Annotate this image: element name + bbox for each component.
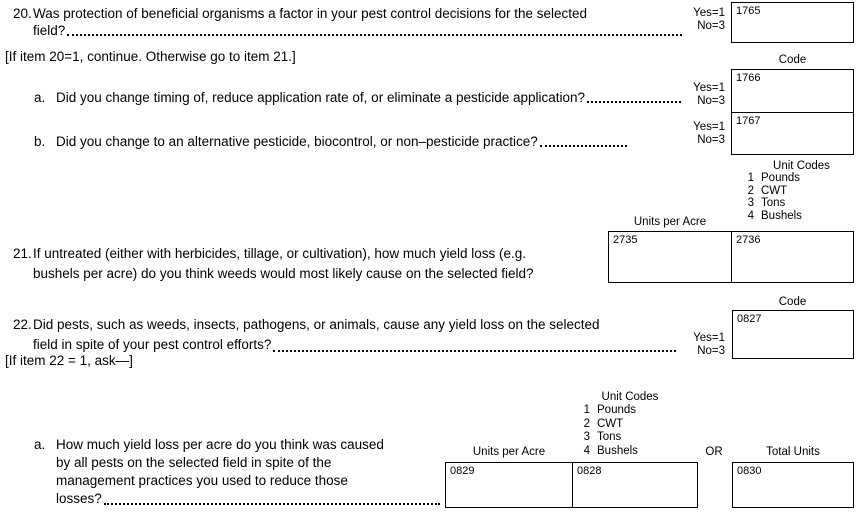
cell-code: 1765	[736, 5, 761, 17]
unit-codes-list-item22a	[580, 404, 638, 458]
unit-codes-list-item21	[744, 172, 802, 222]
dotted-leader	[104, 503, 440, 505]
cell-code: 0827	[737, 313, 762, 325]
no-code-label: No=3	[697, 19, 725, 32]
or-label: OR	[705, 446, 723, 458]
dotted-leader	[540, 145, 627, 147]
question-22a-line4: losses?	[34, 490, 441, 508]
question-20-line2: field?	[13, 22, 683, 39]
item20b-response-box[interactable]	[731, 112, 854, 155]
item22a-total-units-box[interactable]	[732, 462, 854, 508]
cell-code: 0828	[577, 465, 602, 477]
cell-code: 1767	[736, 115, 761, 127]
no-code-label: No=3	[697, 133, 725, 146]
unit-codes-title: Unit Codes	[601, 391, 659, 403]
skip-note-item22: [If item 22 = 1, ask—]	[5, 353, 133, 368]
item20-response-box[interactable]	[731, 2, 854, 43]
question-20a-text: Did you change timing of, reduce application rate of, or eliminate a pesticide application?	[56, 90, 586, 105]
unit-code-row: 3 Tons	[583, 431, 622, 443]
dotted-leader	[273, 350, 676, 352]
question-22a-line1: a. How much yield loss per acre do you think was caused	[34, 437, 384, 452]
question-20-yesno-legend	[682, 7, 725, 32]
unit-code-row: 4 Bushels	[583, 444, 638, 457]
question-20b-text: Did you change to an alternative pesticide, biocontrol, or non–pesticide practice?	[56, 134, 538, 149]
question-22-number: 22.	[13, 317, 32, 332]
question-22a	[34, 436, 441, 508]
question-21-line1: 21.If untreated (either with herbicides, tillage, or cultivation), how much yield loss (e.g.	[13, 244, 603, 264]
units-per-acre-label: Units per Acre	[633, 216, 707, 228]
item22a-units-per-acre-box[interactable]	[445, 462, 573, 508]
question-22	[13, 315, 677, 355]
question-22-yesno-legend	[682, 332, 725, 357]
question-21	[13, 244, 603, 284]
item22a-unit-code-box[interactable]	[572, 462, 698, 508]
question-20a-yesno-legend	[682, 82, 725, 107]
question-22a-letter: a.	[34, 437, 46, 452]
unit-code-row: 2 CWT	[747, 184, 788, 197]
question-20b-letter: b.	[34, 134, 46, 149]
unit-code-row: 1 Pounds	[747, 172, 801, 184]
cell-code: 1766	[736, 72, 761, 84]
dotted-leader	[587, 101, 681, 103]
yes-code-label: Yes=1	[693, 332, 725, 344]
unit-codes-title: Unit Codes	[773, 160, 830, 172]
question-22-line1: 22.Did pests, such as weeds, insects, pathogens, or animals, cause any yield loss on the selected	[13, 315, 677, 335]
no-code-label: No=3	[697, 94, 725, 107]
unit-code-row: 1 Pounds	[583, 404, 637, 416]
yes-code-label: Yes=1	[693, 82, 725, 94]
question-20b	[34, 133, 628, 150]
total-units-label: Total Units	[766, 446, 820, 458]
skip-note-item20: [If item 20=1, continue. Otherwise go to item 21.]	[5, 49, 296, 64]
question-22a-line3: management practices you used to reduce those	[56, 473, 348, 488]
question-20-line1: 20.Was protection of beneficial organisms a factor in your pest control decisions for the selected	[13, 6, 588, 21]
question-21-line2: bushels per acre) do you think weeds would most likely cause on the selected field?	[33, 266, 534, 281]
question-20	[13, 5, 683, 39]
cell-code: 0829	[450, 465, 475, 477]
code-column-label: Code	[778, 296, 807, 308]
question-20a-letter: a.	[34, 90, 46, 105]
cell-code: 2735	[613, 234, 638, 246]
yes-code-label: Yes=1	[693, 121, 725, 133]
question-20a	[34, 89, 682, 106]
question-20b-yesno-legend	[682, 121, 725, 146]
unit-code-row: 2 CWT	[583, 417, 624, 430]
code-column-label: Code	[778, 54, 807, 66]
no-code-label: No=3	[697, 344, 725, 357]
question-21-number: 21.	[13, 246, 32, 261]
units-per-acre-label: Units per Acre	[472, 446, 546, 458]
unit-code-row: 3 Tons	[747, 197, 786, 210]
item20a-response-box[interactable]	[731, 69, 854, 113]
yes-code-label: Yes=1	[693, 7, 725, 19]
item21-unit-code-box[interactable]	[731, 231, 854, 283]
question-20-number: 20.	[13, 6, 32, 21]
question-22-line2: field in spite of your pest control efforts?	[13, 335, 677, 355]
unit-code-row: 4 Bushels	[747, 209, 802, 222]
dotted-leader	[67, 34, 682, 36]
cell-code: 2736	[736, 234, 761, 246]
item22-response-box[interactable]	[732, 310, 854, 359]
item21-units-per-acre-box[interactable]	[608, 231, 732, 283]
question-22a-line2: by all pests on the selected field in spite of the	[56, 455, 332, 470]
cell-code: 0830	[737, 465, 762, 477]
